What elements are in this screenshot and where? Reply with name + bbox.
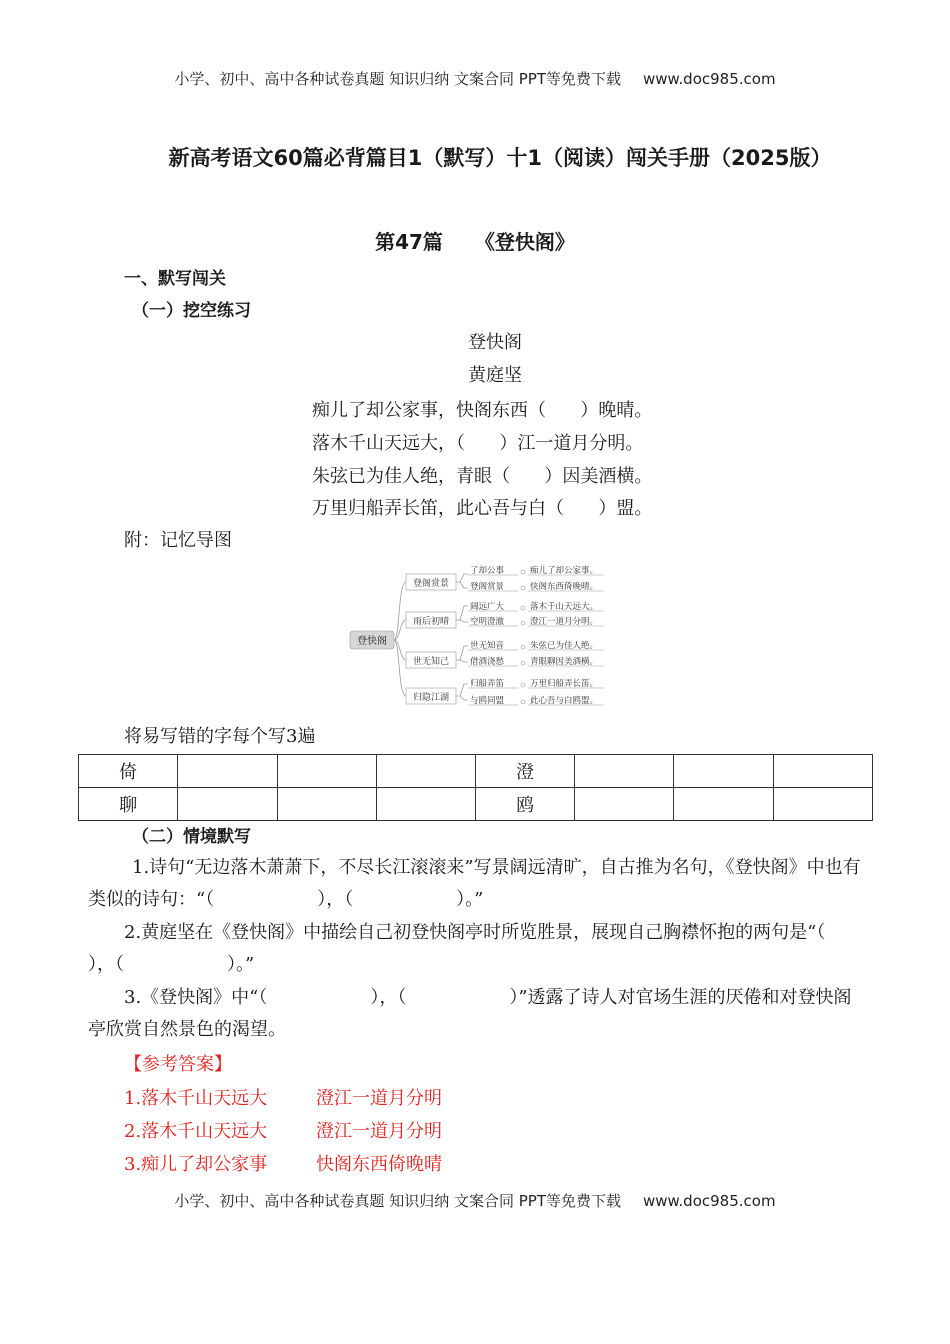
practice-cell[interactable] — [674, 788, 773, 821]
chapter-number: 第47篇 — [375, 230, 443, 254]
table-cell: 倚 — [79, 755, 178, 788]
mindmap-key: 阔远广大 — [470, 602, 505, 612]
table-cell: 鸥 — [475, 788, 574, 821]
answer-line-a: 1.落木千山天远大 — [124, 1088, 268, 1109]
answer-line-b: 快阁东西倚晚晴 — [316, 1154, 442, 1175]
mindmap-value: 痴儿了却公家事。 — [530, 566, 599, 576]
table-row — [79, 755, 873, 788]
poem-line: 朱弦已为佳人绝，青眼（ ）因美酒横。 — [312, 466, 653, 487]
poem-line: 落木千山天远大，（ ）江一道月分明。 — [312, 433, 644, 454]
mindmap-value: 青眼聊因美酒横。 — [530, 657, 599, 667]
document-title: 新高考语文60篇必背篇目1（默写）十1（阅读）闯关手册（2025版） — [168, 146, 832, 170]
mindmap-key: 空明澄澈 — [470, 617, 505, 627]
memory-mindmap — [348, 560, 610, 708]
answer-item — [124, 1084, 442, 1110]
answer-heading: 【参考答案】 — [124, 1054, 232, 1075]
mindmap-key: 与鸥同盟 — [470, 696, 505, 706]
question: 1.诗句“无边落木萧萧下，不尽长江滚滚来”写景阔远清旷，自古推为名句，《登快阁》中也有类似的诗句：“（ ），（ ）。” — [88, 857, 861, 910]
mindmap-branch: 归隐江湖 — [412, 693, 450, 703]
practice-cell[interactable] — [178, 788, 277, 821]
footer-text: 小学、初中、高中各种试卷真题 知识归纳 文案合同 PPT等免费下载 — [174, 1192, 621, 1210]
subsection-heading-fill-blank: （一）挖空练习 — [132, 301, 251, 321]
footer-site[interactable]: www.doc985.com — [642, 1192, 776, 1210]
answer-line-b: 澄江一道月分明 — [316, 1121, 442, 1142]
table-caption: 将易写错的字每个写3遍 — [124, 726, 316, 747]
appendix-label: 附：记忆导图 — [124, 530, 232, 551]
header-site[interactable]: www.doc985.com — [642, 70, 776, 88]
practice-cell[interactable] — [277, 755, 376, 788]
table-cell: 澄 — [475, 755, 574, 788]
question: 3.《登快阁》中“（ ），（ ）”透露了诗人对官场生涯的厌倦和对登快阁亭欣赏自然景色的渴望。 — [88, 987, 852, 1040]
practice-cell[interactable] — [277, 788, 376, 821]
mindmap-root: 登快阁 — [357, 636, 387, 647]
poem-line: 万里归船弄长笛，此心吾与白（ ）盟。 — [312, 498, 653, 519]
mindmap-key: 了却公事 — [470, 566, 505, 576]
mindmap-value: 此心吾与白鸥盟。 — [530, 696, 599, 706]
practice-cell[interactable] — [376, 755, 475, 788]
question: 2.黄庭坚在《登快阁》中描绘自己初登快阁亭时所览胜景，展现自己胸襟怀抱的两句是“（ ），（ ）。” — [88, 922, 929, 975]
answer-item — [124, 1117, 442, 1143]
practice-cell[interactable] — [376, 788, 475, 821]
mindmap-key: 归船弄笛 — [470, 679, 505, 689]
answer-line-b: 澄江一道月分明 — [316, 1088, 442, 1109]
mindmap-value: 澄江一道月分明。 — [530, 617, 599, 627]
page-footer — [0, 1190, 950, 1211]
practice-cell[interactable] — [773, 788, 872, 821]
practice-cell[interactable] — [674, 755, 773, 788]
subsection-heading-context: （二）情境默写 — [132, 827, 251, 847]
mindmap-value: 万里归船弄长笛。 — [530, 679, 599, 689]
header-text: 小学、初中、高中各种试卷真题 知识归纳 文案合同 PPT等免费下载 — [174, 70, 621, 88]
table-row — [79, 788, 873, 821]
mindmap-value: 朱弦已为佳人绝。 — [530, 641, 599, 651]
mindmap-key: 世无知音 — [470, 641, 505, 651]
page-header — [0, 68, 950, 89]
poem-author: 黄庭坚 — [468, 365, 522, 386]
poem-book-title: 《登快阁》 — [474, 230, 575, 254]
table-cell: 聊 — [79, 788, 178, 821]
section-heading: 一、默写闯关 — [124, 269, 226, 289]
practice-cell[interactable] — [575, 788, 674, 821]
mindmap-value: 落木千山天远大。 — [530, 602, 599, 612]
mindmap-branch: 世无知己 — [412, 657, 450, 667]
answer-line-a: 2.落木千山天远大 — [124, 1121, 268, 1142]
mindmap-key: 借酒浇愁 — [470, 657, 505, 667]
mindmap-key: 登阁赏景 — [470, 582, 505, 592]
practice-table — [78, 754, 873, 821]
practice-cell[interactable] — [575, 755, 674, 788]
practice-cell[interactable] — [178, 755, 277, 788]
answer-line-a: 3.痴儿了却公家事 — [124, 1154, 268, 1175]
chapter-title — [0, 226, 950, 255]
practice-cell[interactable] — [773, 755, 872, 788]
poem-title: 登快阁 — [468, 332, 522, 353]
poem-line: 痴儿了却公家事，快阁东西（ ）晚晴。 — [312, 400, 653, 421]
mindmap-value: 快阁东西倚晚晴。 — [530, 582, 599, 592]
mindmap-branch: 登阁赏景 — [412, 579, 450, 589]
mindmap-branch: 雨后初晴 — [412, 617, 450, 627]
answer-item — [124, 1150, 442, 1176]
